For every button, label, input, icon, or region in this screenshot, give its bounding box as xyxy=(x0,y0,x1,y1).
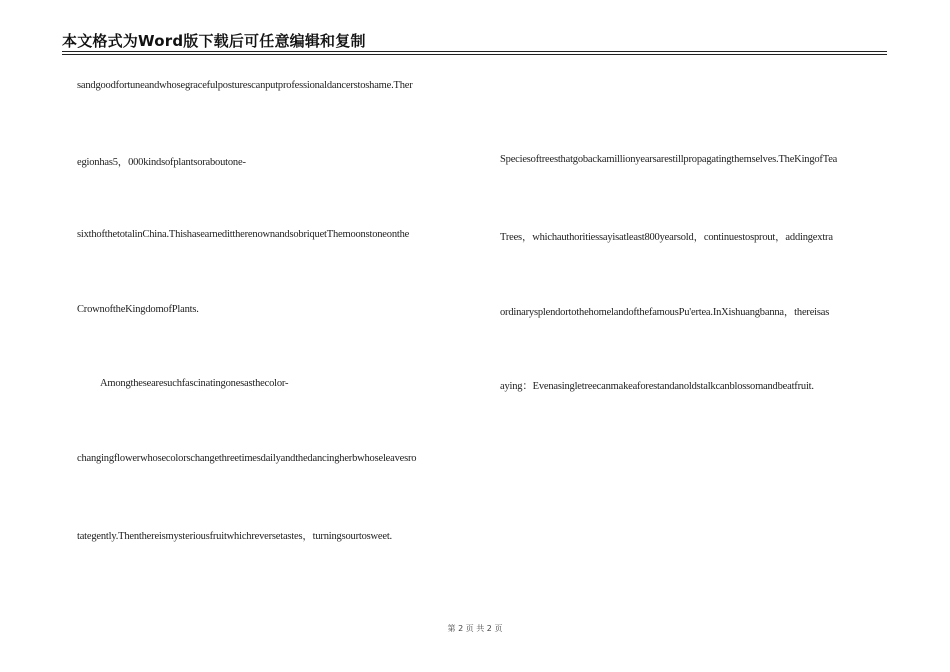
text-line: tategently.Thenthereismysteriousfruitwhichreversetastes，turningsourtosweet. xyxy=(77,531,392,542)
text-line: changingflowerwhosecolorschangethreetimesdailyandthedancingherbwhoseleavesro xyxy=(77,453,417,464)
page-number-footer: 第 2 页 共 2 页 xyxy=(447,624,503,633)
text-line: Amongthesearesuchfascinatingonesasthecolor- xyxy=(100,378,289,389)
text-line: sandgoodfortuneandwhosegracefulposturescanputprofessionaldancerstoshame.Ther xyxy=(77,80,413,91)
header-rule-bottom xyxy=(62,54,887,55)
text-line: ordinarysplendortothehomelandofthefamousPu'ertea.InXishuangbanna，thereisas xyxy=(500,307,830,318)
text-line: egionhas5，000kindsofplantsoraboutone- xyxy=(77,157,246,168)
text-line: sixthofthetotalinChina.ThishasearnedittherenownandsobriquetThemoonstoneonthe xyxy=(77,229,410,240)
text-line: Trees，whichauthoritiessayisatleast800yearsold，continuestosprout，addingextra xyxy=(500,232,833,243)
text-line: CrownoftheKingdomofPlants. xyxy=(77,304,199,315)
text-line: Speciesoftreesthatgobackamillionyearsarestillpropagatingthemselves.TheKingofTea xyxy=(500,154,838,165)
header-rule-top xyxy=(62,51,887,52)
text-line: aying：Evenasingletreecanmakeaforestandanoldstalkcanblossomandbeatfruit. xyxy=(500,381,814,392)
document-header: 本文格式为Word版下载后可任意编辑和复制 xyxy=(62,32,366,50)
